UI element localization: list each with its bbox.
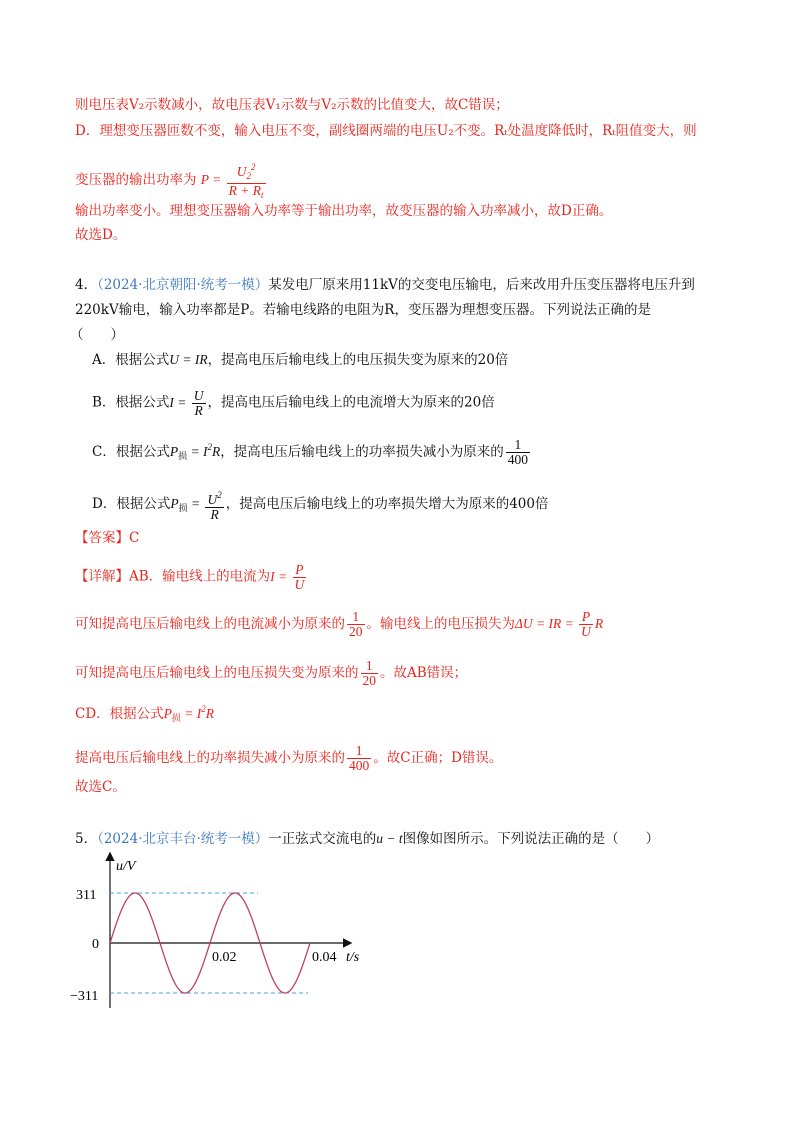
formula-p-loss: $P_损 = I^2R$ bbox=[163, 704, 215, 723]
prev-line-3-text: 变压器的输出功率为 bbox=[75, 172, 197, 189]
formula-p-i2r: $P_损 = I^2R$ bbox=[169, 442, 221, 461]
q4-stem-line-2: 220kV输电，输入功率都是P。若输电线路的电阻为R，变压器为理想变压器。下列说法正确的是 bbox=[75, 302, 651, 318]
q4-detail-2 bbox=[75, 610, 603, 639]
frac-1-400-b: $\frac{1}{400}$ bbox=[349, 743, 370, 773]
q5-ut: u − t bbox=[376, 831, 403, 846]
q4-detail-1 bbox=[75, 563, 308, 592]
q4-detail-3b-text: 。故AB错误； bbox=[380, 665, 468, 681]
prev-line-2: D．理想变压器匝数不变，输入电压不变，副线圈两端的电压U₂不变。Rₜ处温度降低时，Rₜ阻值变大，则 bbox=[75, 123, 697, 139]
y-tick-max: 311 bbox=[76, 888, 97, 903]
q4-detail-2-text: 可知提高电压后输电线上的电流减小为原来的 bbox=[75, 616, 345, 632]
q4-option-a[interactable] bbox=[92, 350, 508, 370]
q4-stem-line-1 bbox=[75, 275, 695, 295]
prev-line-5: 故选D。 bbox=[75, 227, 127, 243]
q4-option-c-text: ，提高电压后输电线上的功率损失减小为原来的 bbox=[220, 444, 504, 460]
q4-paren: （ ） bbox=[70, 327, 124, 343]
q4-option-c[interactable] bbox=[92, 437, 532, 467]
formula-u-ir: U = IR bbox=[169, 352, 208, 367]
q4-detail-4 bbox=[75, 699, 214, 728]
q4-stem-1: 某发电厂原来用11kV的交变电压输电，后来改用升压变压器将电压升到 bbox=[268, 277, 695, 293]
frac-1-20: $\frac{1}{20}$ bbox=[349, 609, 363, 639]
x-axis-label: t/s bbox=[346, 950, 360, 965]
q4-detail-5 bbox=[75, 744, 502, 773]
formula-i-u-r: I = $\frac{U}{R}$ bbox=[169, 388, 204, 418]
y-tick-min: −311 bbox=[70, 989, 99, 1004]
q4-option-a-label: A．根据公式 bbox=[92, 352, 170, 368]
frac-1-20-b: $\frac{1}{20}$ bbox=[362, 658, 376, 688]
sine-chart bbox=[70, 848, 380, 1018]
q4-detail-1-text: AB．输电线上的电流为 bbox=[129, 568, 271, 585]
y-axis-label: u/V bbox=[116, 859, 136, 874]
q4-detail-6: 故选C。 bbox=[75, 779, 126, 795]
q4-detail-4-text: CD．根据公式 bbox=[75, 706, 164, 722]
q4-option-b-text: ，提高电压后输电线上的电流增大为原来的20倍 bbox=[207, 394, 495, 411]
q4-option-a-text: ，提高电压后输电线上的电压损失变为原来的20倍 bbox=[207, 352, 509, 368]
q5-stem-text: 一正弦式交流电的 bbox=[268, 831, 377, 847]
q4-option-b[interactable] bbox=[92, 389, 495, 418]
q4-detail-3-text: 可知提高电压后输电线上的电压损失变为原来的 bbox=[75, 665, 359, 681]
q4-option-d[interactable] bbox=[92, 488, 549, 522]
x-tick-0-04: 0.04 bbox=[312, 950, 337, 965]
q5-source: （2024·北京丰台·统考一模） bbox=[97, 831, 269, 847]
q5-stem bbox=[75, 829, 659, 849]
q4-detail-5-text: 提高电压后输电线上的功率损失减小为原来的 bbox=[75, 750, 345, 766]
q5-stem-tail: 图像如图所示。下列说法正确的是（ ） bbox=[402, 831, 660, 847]
q4-source: （2024·北京朝阳·统考一模） bbox=[97, 277, 269, 293]
formula-delta-u: ΔU = IR = $\frac{P}{U}$ R bbox=[515, 609, 604, 640]
q5-number: 5． bbox=[75, 831, 98, 847]
y-tick-zero: 0 bbox=[92, 937, 99, 952]
frac-1-400: $\frac{1}{400}$ bbox=[507, 437, 528, 467]
q4-detail-2b-text: 。输电线上的电压损失为 bbox=[366, 616, 515, 632]
q4-number: 4． bbox=[75, 277, 98, 293]
q4-detail-3 bbox=[75, 659, 467, 688]
prev-line-3 bbox=[75, 160, 268, 202]
prev-line-4: 输出功率变小。理想变压器输入功率等于输出功率，故变压器的输入功率减小，故D正确。 bbox=[75, 203, 613, 219]
formula-output-power: P = $\frac{U_2^2}{R + R_t}$ bbox=[200, 162, 264, 200]
formula-p-u2-r: $P_损$ = $\frac{U^2}{R}$ bbox=[170, 490, 222, 522]
x-tick-0-02: 0.02 bbox=[212, 950, 237, 965]
q4-option-b-label: B．根据公式 bbox=[92, 394, 170, 411]
q4-option-c-label: C．根据公式 bbox=[92, 444, 170, 460]
formula-i-p-u: I = $\frac{P}{U}$ bbox=[270, 562, 305, 592]
prev-line-1: 则电压表V₂示数减小，故电压表V₁示数与V₂示数的比值变大，故C错误； bbox=[75, 97, 509, 113]
q4-detail-label: 【详解】 bbox=[75, 568, 129, 585]
q4-option-d-label: D．根据公式 bbox=[92, 496, 171, 513]
q4-answer: 【答案】C bbox=[75, 530, 140, 546]
q4-detail-5b-text: 。故C正确；D错误。 bbox=[373, 750, 503, 766]
q4-option-d-text: ，提高电压后输电线上的功率损失增大为原来的400倍 bbox=[225, 496, 549, 513]
